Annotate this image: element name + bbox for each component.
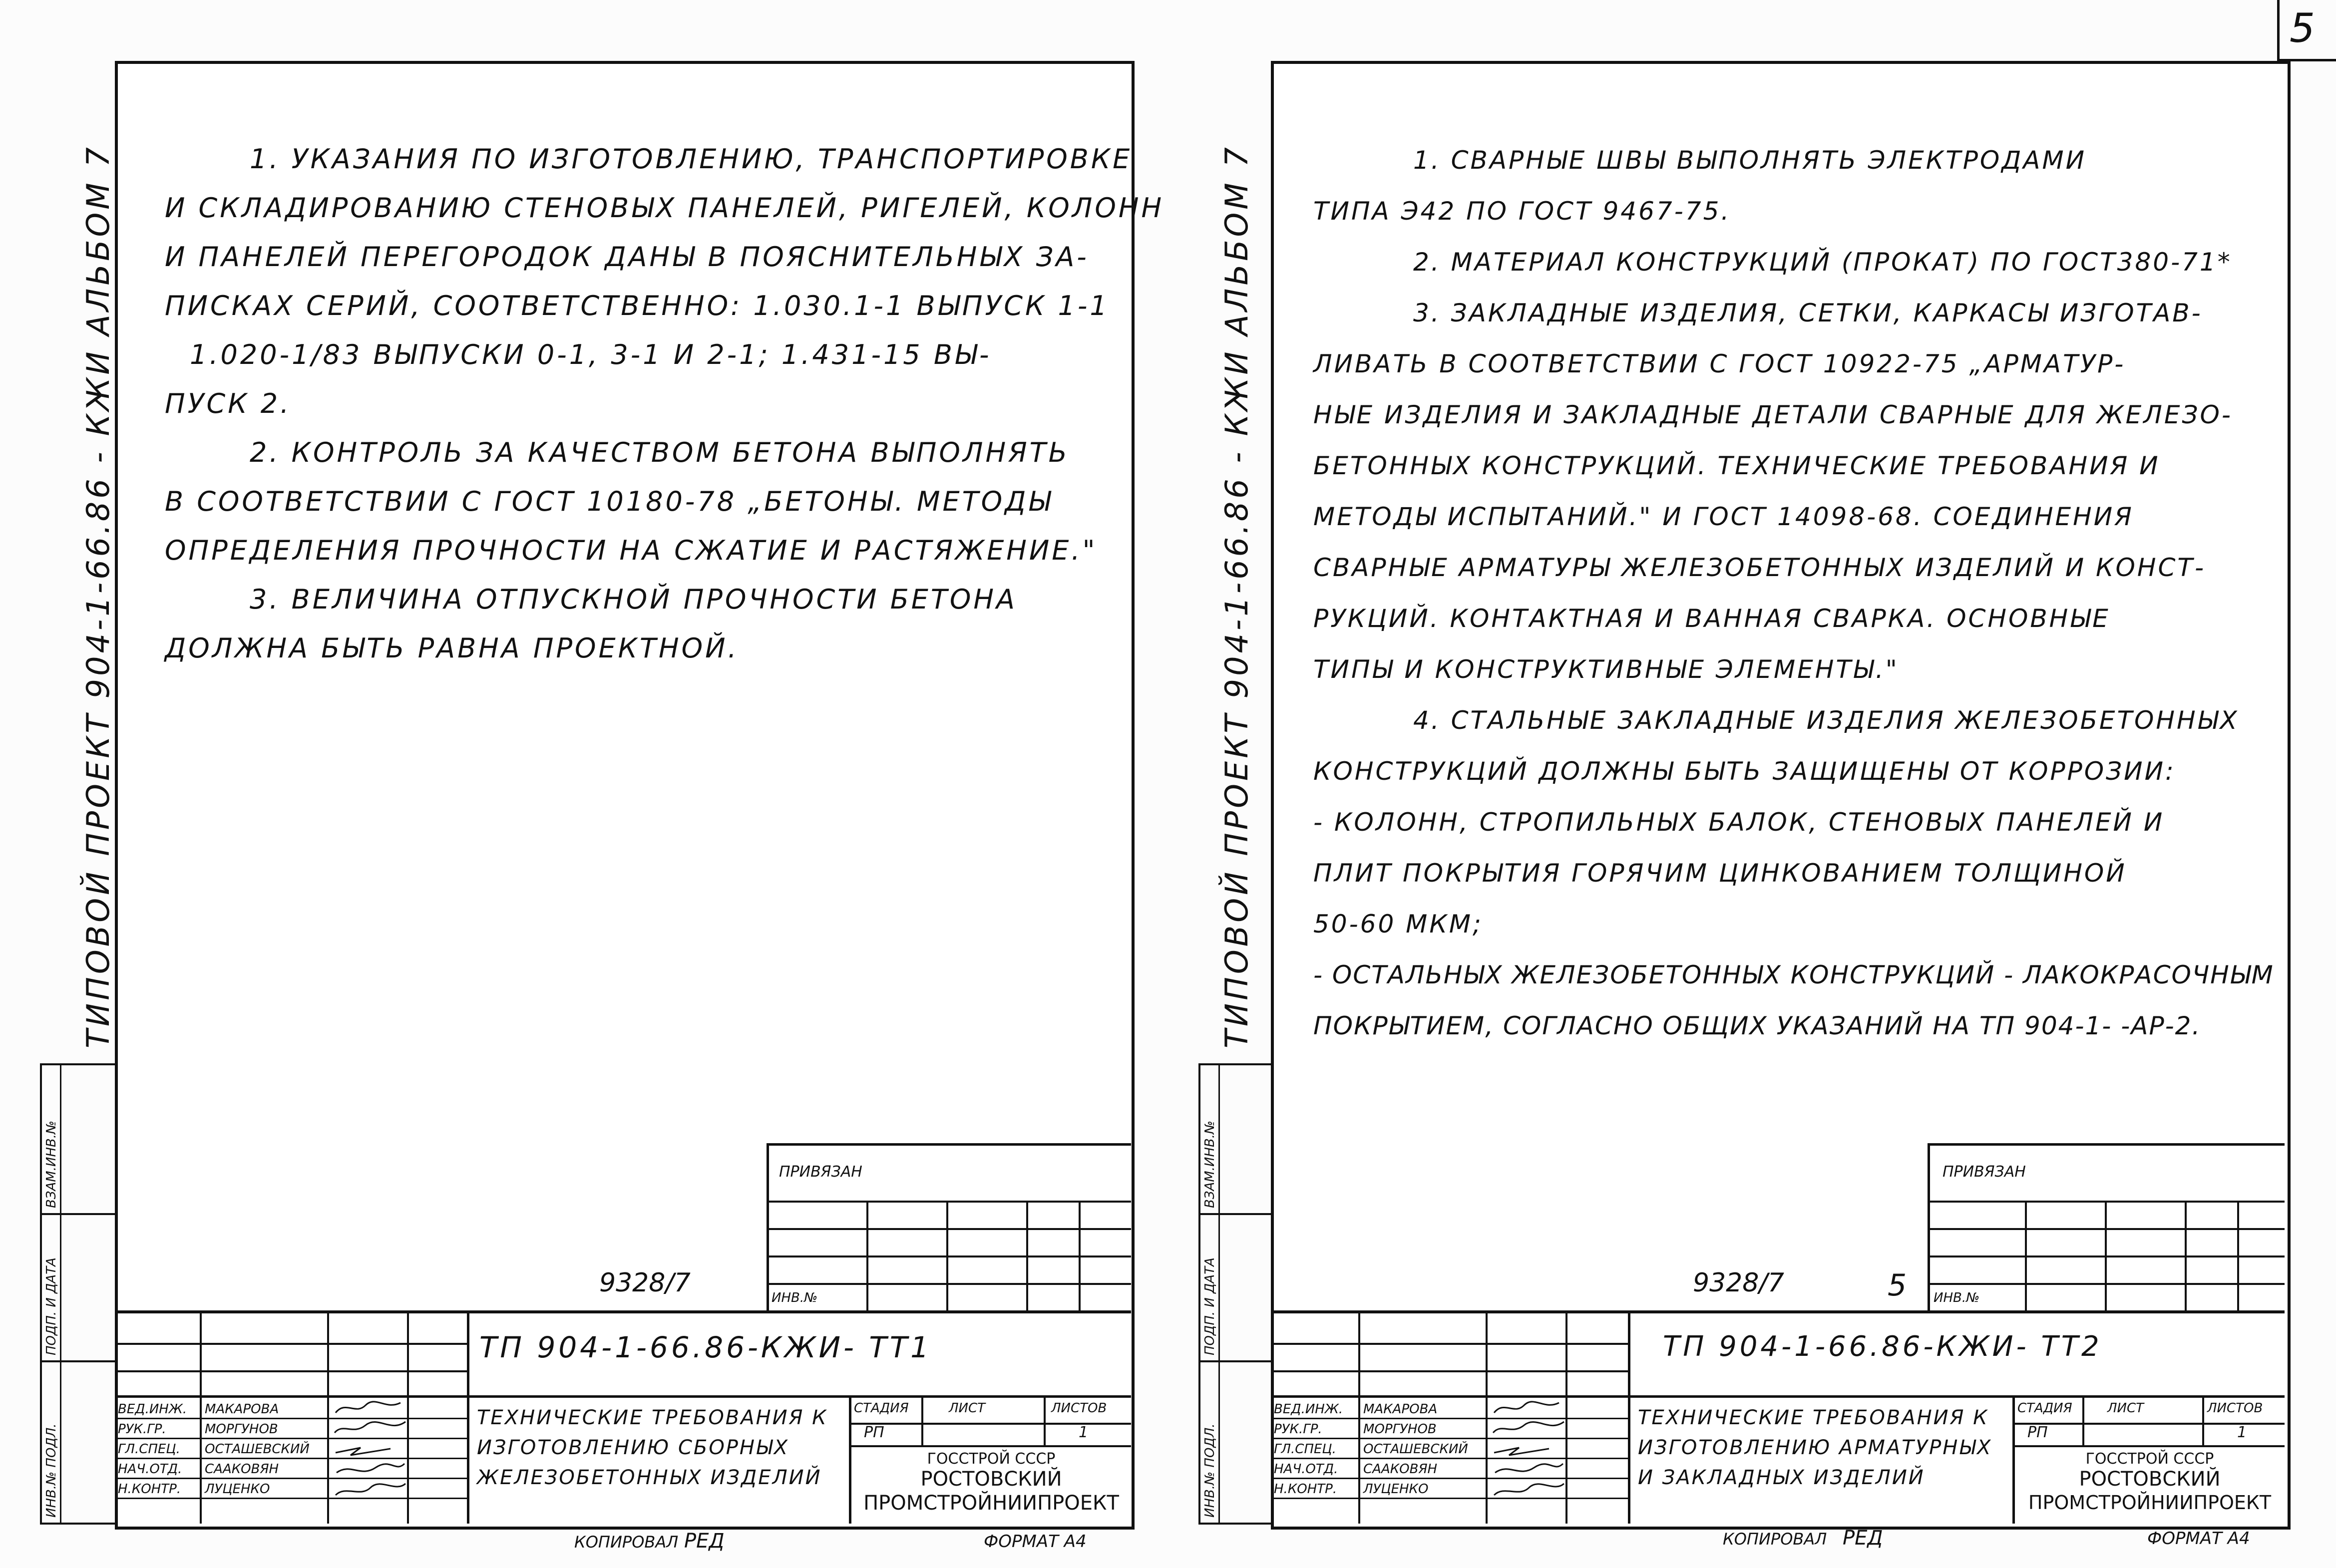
right-name: МОРГУНОВ [1363, 1422, 1437, 1437]
right-org-line2: РОСТОВСКИЙ [2079, 1468, 2221, 1491]
left-role: ГЛ.СПЕЦ. [118, 1442, 180, 1457]
right-project-no: 9328/7 [1693, 1268, 1784, 1298]
left-side-cell: ВЗАМ.ИНВ.№ [44, 1120, 59, 1208]
left-name: ЛУЦЕНКО [205, 1482, 270, 1497]
right-note-line: КОНСТРУКЦИЙ ДОЛЖНЫ БЫТЬ ЗАЩИЩЕНЫ ОТ КОРРОЗИИ: [1313, 757, 2176, 786]
right-role: ВЕД.ИНЖ. [1274, 1402, 1343, 1417]
right-note-line: 2. МАТЕРИАЛ КОНСТРУКЦИЙ (ПРОКАТ) ПО ГОСТ380-71* [1413, 248, 2232, 277]
right-copied-signature: РЕД [1843, 1527, 1883, 1550]
right-note-line: ТИПА Э42 ПО ГОСТ 9467-75. [1313, 197, 1731, 226]
page-number: 5 [2290, 5, 2315, 51]
left-format-label: ФОРМАТ А4 [984, 1532, 1087, 1552]
right-note-line: - ОСТАЛЬНЫХ ЖЕЛЕЗОБЕТОННЫХ КОНСТРУКЦИЙ - ЛАКОКРАСОЧНЫМ [1313, 960, 2274, 989]
right-signatures [1489, 1398, 1569, 1503]
right-side-cell: ПОДП. И ДАТА [1202, 1257, 1217, 1355]
right-name: ЛУЦЕНКО [1363, 1482, 1429, 1497]
right-notes [1313, 135, 2274, 1051]
left-org-line3: ПРОМСТРОЙНИИПРОЕКТ [863, 1492, 1119, 1515]
left-name: ОСТАШЕВСКИЙ [205, 1442, 310, 1457]
left-stage-label: СТАДИЯ [854, 1401, 909, 1416]
right-note-line: ТИПЫ И КОНСТРУКТИВНЫЕ ЭЛЕМЕНТЫ." [1313, 655, 1899, 684]
right-note-line: - КОЛОНН, СТРОПИЛЬНЫХ БАЛОК, СТЕНОВЫХ ПАНЕЛЕЙ И [1313, 808, 2165, 837]
left-name: СААКОВЯН [205, 1462, 279, 1477]
right-stage-label: СТАДИЯ [2017, 1401, 2072, 1416]
left-note-line: И ПАНЕЛЕЙ ПЕРЕГОРОДОК ДАНЫ В ПОЯСНИТЕЛЬНЫХ ЗА- [165, 241, 1089, 273]
left-note-line: ОПРЕДЕЛЕНИЯ ПРОЧНОСТИ НА СЖАТИЕ И РАСТЯЖЕНИЕ." [165, 535, 1098, 566]
right-drawing-title: ТЕХНИЧЕСКИЕ ТРЕБОВАНИЯ К ИЗГОТОВЛЕНИЮ АРМАТУРНЫХ И ЗАКЛАДНЫХ ИЗДЕЛИЙ [1638, 1406, 1992, 1489]
left-side-cell: ИНВ.№ ПОДЛ. [44, 1423, 59, 1518]
right-side-cell: ИНВ.№ ПОДЛ. [1202, 1423, 1217, 1518]
left-signatures [331, 1398, 410, 1503]
right-role: НАЧ.ОТД. [1274, 1462, 1338, 1477]
right-role: ГЛ.СПЕЦ. [1274, 1442, 1336, 1457]
right-note-line: ПОКРЫТИЕМ, СОГЛАСНО ОБЩИХ УКАЗАНИЙ НА ТП 904-1- -АР-2. [1313, 1011, 2201, 1040]
right-inv-no-label: ИНВ.№ [1934, 1290, 1980, 1305]
right-stage-value: РП [2027, 1424, 2048, 1441]
right-sheet-mark: 5 [1888, 1268, 1907, 1303]
right-note-line: НЫЕ ИЗДЕЛИЯ И ЗАКЛАДНЫЕ ДЕТАЛИ СВАРНЫЕ ДЛЯ ЖЕЛЕЗО- [1313, 400, 2233, 429]
left-side-cell: ПОДП. И ДАТА [44, 1257, 59, 1355]
right-format-label: ФОРМАТ А4 [2147, 1529, 2250, 1549]
left-note-line: ПИСКАХ СЕРИЙ, СООТВЕТСТВЕННО: 1.030.1-1 ВЫПУСК 1-1 [165, 290, 1110, 321]
left-sheets-label: ЛИСТОВ [1051, 1401, 1107, 1416]
right-note-line: 4. СТАЛЬНЫЕ ЗАКЛАДНЫЕ ИЗДЕЛИЯ ЖЕЛЕЗОБЕТОННЫХ [1413, 706, 2239, 735]
left-org-line1: ГОССТРОЙ СССР [927, 1450, 1056, 1468]
right-note-line: ПЛИТ ПОКРЫТИЯ ГОРЯЧИМ ЦИНКОВАНИЕМ ТОЛЩИНОЙ [1313, 859, 2127, 888]
right-note-line: РУКЦИЙ. КОНТАКТНАЯ И ВАННАЯ СВАРКА. ОСНОВНЫЕ [1313, 604, 2110, 633]
left-note-line: ПУСК 2. [165, 388, 292, 419]
left-name: МАКАРОВА [205, 1402, 279, 1417]
left-stage-value: РП [864, 1424, 884, 1441]
right-role: РУК.ГР. [1274, 1422, 1322, 1437]
left-side-label: ТИПОВОЙ ПРОЕКТ 904-1-66.86 - КЖИ АЛЬБОМ 7 [80, 144, 116, 1048]
left-note-line: ДОЛЖНА БЫТЬ РАВНА ПРОЕКТНОЙ. [165, 632, 739, 664]
left-note-line: 3. ВЕЛИЧИНА ОТПУСКНОЙ ПРОЧНОСТИ БЕТОНА [250, 584, 1017, 615]
right-privyazan-label: ПРИВЯЗАН [1943, 1163, 2026, 1181]
left-project-no: 9328/7 [599, 1268, 691, 1298]
left-name: МОРГУНОВ [205, 1422, 278, 1437]
left-note-line: И СКЛАДИРОВАНИЮ СТЕНОВЫХ ПАНЕЛЕЙ, РИГЕЛЕЙ, КОЛОНН [165, 192, 1165, 224]
right-name: СААКОВЯН [1363, 1462, 1438, 1477]
left-drawing-title: ТЕХНИЧЕСКИЕ ТРЕБОВАНИЯ К ИЗГОТОВЛЕНИЮ СБОРНЫХ ЖЕЛЕЗОБЕТОННЫХ ИЗДЕЛИЙ [477, 1406, 828, 1489]
page-number-divider [2277, 0, 2280, 60]
right-sheets-value: 1 [2237, 1424, 2247, 1441]
right-org-line3: ПРОМСТРОЙНИИПРОЕКТ [2028, 1492, 2272, 1514]
left-role: ВЕД.ИНЖ. [118, 1402, 187, 1417]
left-role: РУК.ГР. [118, 1422, 166, 1437]
left-copied-label: КОПИРОВАЛ [574, 1533, 679, 1552]
right-note-line: 1. СВАРНЫЕ ШВЫ ВЫПОЛНЯТЬ ЭЛЕКТРОДАМИ [1413, 146, 2087, 175]
right-side-cell: ВЗАМ.ИНВ.№ [1202, 1120, 1217, 1208]
right-sheet-label: ЛИСТ [2107, 1401, 2144, 1416]
left-drawing-code: ТП 904-1-66.86-КЖИ- ТТ1 [479, 1330, 932, 1364]
right-drawing-code: ТП 904-1-66.86-КЖИ- ТТ2 [1663, 1330, 2102, 1363]
left-note-line: В СООТВЕТСТВИИ С ГОСТ 10180-78 „БЕТОНЫ. МЕТОДЫ [165, 486, 1053, 517]
left-notes [165, 135, 1164, 673]
right-name: ОСТАШЕВСКИЙ [1363, 1442, 1468, 1457]
left-note-line: 1.020-1/83 ВЫПУСКИ 0-1, 3-1 И 2-1; 1.431-15 ВЫ- [190, 339, 992, 370]
right-role: Н.КОНТР. [1274, 1482, 1337, 1497]
right-org-line1: ГОССТРОЙ СССР [2085, 1450, 2214, 1468]
left-sheet-label: ЛИСТ [949, 1401, 986, 1416]
right-copied-label: КОПИРОВАЛ [1723, 1530, 1827, 1549]
right-note-line: МЕТОДЫ ИСПЫТАНИЙ." И ГОСТ 14098-68. СОЕДИНЕНИЯ [1313, 502, 2134, 531]
right-side-label: ТИПОВОЙ ПРОЕКТ 904-1-66.86 - КЖИ АЛЬБОМ 7 [1218, 144, 1255, 1048]
left-inv-no-label: ИНВ.№ [772, 1290, 818, 1305]
left-note-line: 1. УКАЗАНИЯ ПО ИЗГОТОВЛЕНИЮ, ТРАНСПОРТИРОВКЕ [250, 143, 1133, 175]
right-note-line: 50-60 МКМ; [1313, 910, 1483, 939]
left-role: Н.КОНТР. [118, 1482, 181, 1497]
left-org-line2: РОСТОВСКИЙ [920, 1468, 1062, 1491]
left-role: НАЧ.ОТД. [118, 1462, 182, 1477]
right-note-line: СВАРНЫЕ АРМАТУРЫ ЖЕЛЕЗОБЕТОННЫХ ИЗДЕЛИЙ И КОНСТ- [1313, 553, 2206, 582]
right-note-line: ЛИВАТЬ В СООТВЕТСТВИИ С ГОСТ 10922-75 „АРМАТУР- [1313, 349, 2126, 378]
right-note-line: БЕТОННЫХ КОНСТРУКЦИЙ. ТЕХНИЧЕСКИЕ ТРЕБОВАНИЯ И [1313, 451, 2160, 480]
left-sheets-value: 1 [1079, 1424, 1089, 1441]
right-sheets-label: ЛИСТОВ [2207, 1401, 2263, 1416]
right-name: МАКАРОВА [1363, 1402, 1438, 1417]
left-note-line: 2. КОНТРОЛЬ ЗА КАЧЕСТВОМ БЕТОНА ВЫПОЛНЯТЬ [250, 437, 1070, 468]
left-copied-signature: РЕД [684, 1530, 725, 1553]
left-privyazan-label: ПРИВЯЗАН [779, 1163, 862, 1181]
right-note-line: 3. ЗАКЛАДНЫЕ ИЗДЕЛИЯ, СЕТКИ, КАРКАСЫ ИЗГОТАВ- [1413, 299, 2203, 327]
